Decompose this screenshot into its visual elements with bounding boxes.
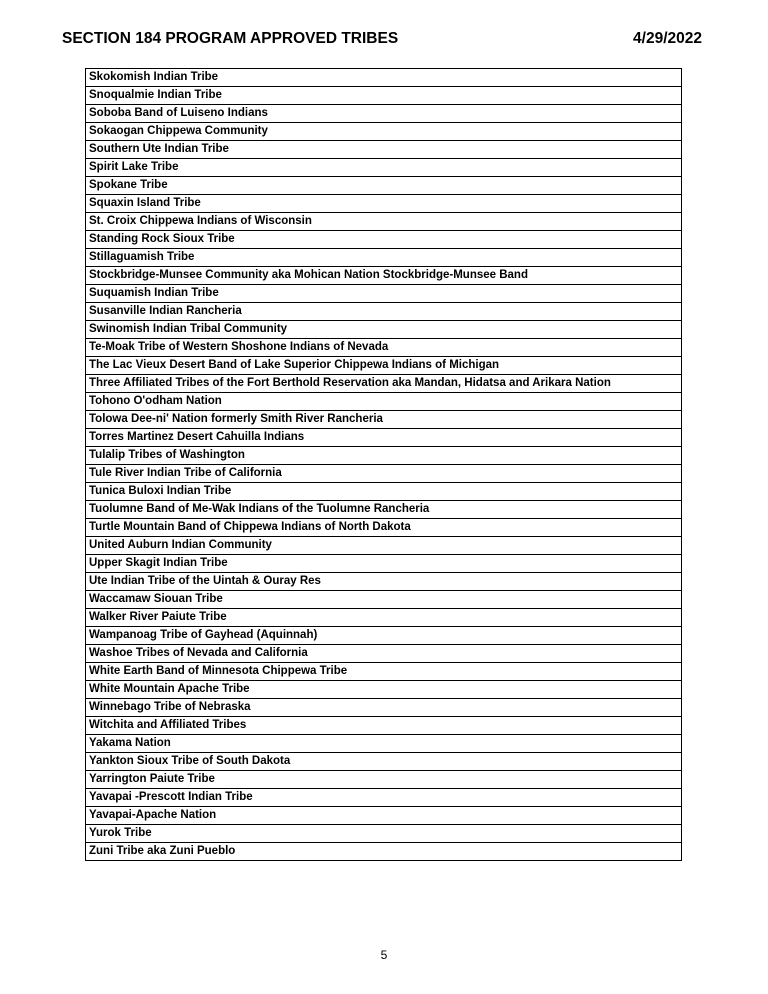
tribe-name-cell: Three Affiliated Tribes of the Fort Berthold Reservation aka Mandan, Hidatsa and Arikara Nation (86, 375, 682, 393)
table-row (86, 213, 682, 231)
tribe-name-cell: Witchita and Affiliated Tribes (86, 717, 682, 735)
table-row (86, 825, 682, 843)
tribe-name-cell: Snoqualmie Indian Tribe (86, 87, 682, 105)
table-row (86, 159, 682, 177)
table-row (86, 753, 682, 771)
tribe-name-cell: Stillaguamish Tribe (86, 249, 682, 267)
tribe-name-cell: White Earth Band of Minnesota Chippewa Tribe (86, 663, 682, 681)
tribe-name-cell: White Mountain Apache Tribe (86, 681, 682, 699)
table-row (86, 771, 682, 789)
tribe-name-cell: Tule River Indian Tribe of California (86, 465, 682, 483)
tribe-name-cell: Yavapai -Prescott Indian Tribe (86, 789, 682, 807)
table-row (86, 411, 682, 429)
tribes-table-body (86, 69, 682, 861)
tribe-name-cell: Zuni Tribe aka Zuni Pueblo (86, 843, 682, 861)
tribe-name-cell: Yakama Nation (86, 735, 682, 753)
table-row (86, 627, 682, 645)
tribe-name-cell: Washoe Tribes of Nevada and California (86, 645, 682, 663)
page-number: 5 (380, 948, 388, 962)
tribe-name-cell: Swinomish Indian Tribal Community (86, 321, 682, 339)
table-row (86, 321, 682, 339)
tribe-name-cell: Southern Ute Indian Tribe (86, 141, 682, 159)
tribe-name-cell: Squaxin Island Tribe (86, 195, 682, 213)
table-row (86, 699, 682, 717)
tribe-name-cell: Spokane Tribe (86, 177, 682, 195)
tribe-name-cell: Tohono O'odham Nation (86, 393, 682, 411)
tribe-name-cell: Tulalip Tribes of Washington (86, 447, 682, 465)
tribe-name-cell: Soboba Band of Luiseno Indians (86, 105, 682, 123)
table-row (86, 141, 682, 159)
table-row (86, 609, 682, 627)
tribe-name-cell: Skokomish Indian Tribe (86, 69, 682, 87)
table-row (86, 555, 682, 573)
tribe-name-cell: Sokaogan Chippewa Community (86, 123, 682, 141)
tribe-name-cell: Yarrington Paiute Tribe (86, 771, 682, 789)
tribe-name-cell: Ute Indian Tribe of the Uintah & Ouray Res (86, 573, 682, 591)
tribe-name-cell: Tunica Buloxi Indian Tribe (86, 483, 682, 501)
table-row (86, 339, 682, 357)
tribe-name-cell: The Lac Vieux Desert Band of Lake Superior Chippewa Indians of Michigan (86, 357, 682, 375)
table-row (86, 393, 682, 411)
tribe-name-cell: Walker River Paiute Tribe (86, 609, 682, 627)
table-row (86, 231, 682, 249)
table-row (86, 663, 682, 681)
tribe-name-cell: Wampanoag Tribe of Gayhead (Aquinnah) (86, 627, 682, 645)
tribe-name-cell: Standing Rock Sioux Tribe (86, 231, 682, 249)
table-row (86, 789, 682, 807)
table-row (86, 69, 682, 87)
table-row (86, 501, 682, 519)
table-row (86, 591, 682, 609)
table-row (86, 843, 682, 861)
table-row (86, 717, 682, 735)
table-row (86, 537, 682, 555)
table-row (86, 465, 682, 483)
tribe-name-cell: Tolowa Dee-ni' Nation formerly Smith River Rancheria (86, 411, 682, 429)
tribe-name-cell: Suquamish Indian Tribe (86, 285, 682, 303)
table-row (86, 357, 682, 375)
table-row (86, 249, 682, 267)
tribe-name-cell: Spirit Lake Tribe (86, 159, 682, 177)
tribes-table (85, 68, 682, 861)
table-row (86, 807, 682, 825)
tribe-name-cell: Waccamaw Siouan Tribe (86, 591, 682, 609)
tribe-name-cell: Stockbridge-Munsee Community aka Mohican Nation Stockbridge-Munsee Band (86, 267, 682, 285)
table-row (86, 735, 682, 753)
tribe-name-cell: Tuolumne Band of Me-Wak Indians of the Tuolumne Rancheria (86, 501, 682, 519)
tribe-name-cell: Torres Martinez Desert Cahuilla Indians (86, 429, 682, 447)
tribe-name-cell: Te-Moak Tribe of Western Shoshone Indians of Nevada (86, 339, 682, 357)
tribe-name-cell: United Auburn Indian Community (86, 537, 682, 555)
document-date: 4/29/2022 (633, 30, 702, 47)
tribe-name-cell: Winnebago Tribe of Nebraska (86, 699, 682, 717)
table-row (86, 573, 682, 591)
table-row (86, 303, 682, 321)
table-row (86, 519, 682, 537)
table-row (86, 195, 682, 213)
tribe-name-cell: Turtle Mountain Band of Chippewa Indians of North Dakota (86, 519, 682, 537)
tribe-name-cell: Yurok Tribe (86, 825, 682, 843)
table-row (86, 267, 682, 285)
table-row (86, 123, 682, 141)
tribe-name-cell: Susanville Indian Rancheria (86, 303, 682, 321)
table-row (86, 87, 682, 105)
table-row (86, 105, 682, 123)
table-row (86, 429, 682, 447)
table-row (86, 375, 682, 393)
table-row (86, 645, 682, 663)
tribe-name-cell: Upper Skagit Indian Tribe (86, 555, 682, 573)
tribe-name-cell: St. Croix Chippewa Indians of Wisconsin (86, 213, 682, 231)
table-row (86, 681, 682, 699)
page-title: SECTION 184 PROGRAM APPROVED TRIBES (62, 30, 399, 47)
table-row (86, 285, 682, 303)
tribe-name-cell: Yankton Sioux Tribe of South Dakota (86, 753, 682, 771)
table-row (86, 447, 682, 465)
tribe-name-cell: Yavapai-Apache Nation (86, 807, 682, 825)
table-row (86, 177, 682, 195)
table-row (86, 483, 682, 501)
